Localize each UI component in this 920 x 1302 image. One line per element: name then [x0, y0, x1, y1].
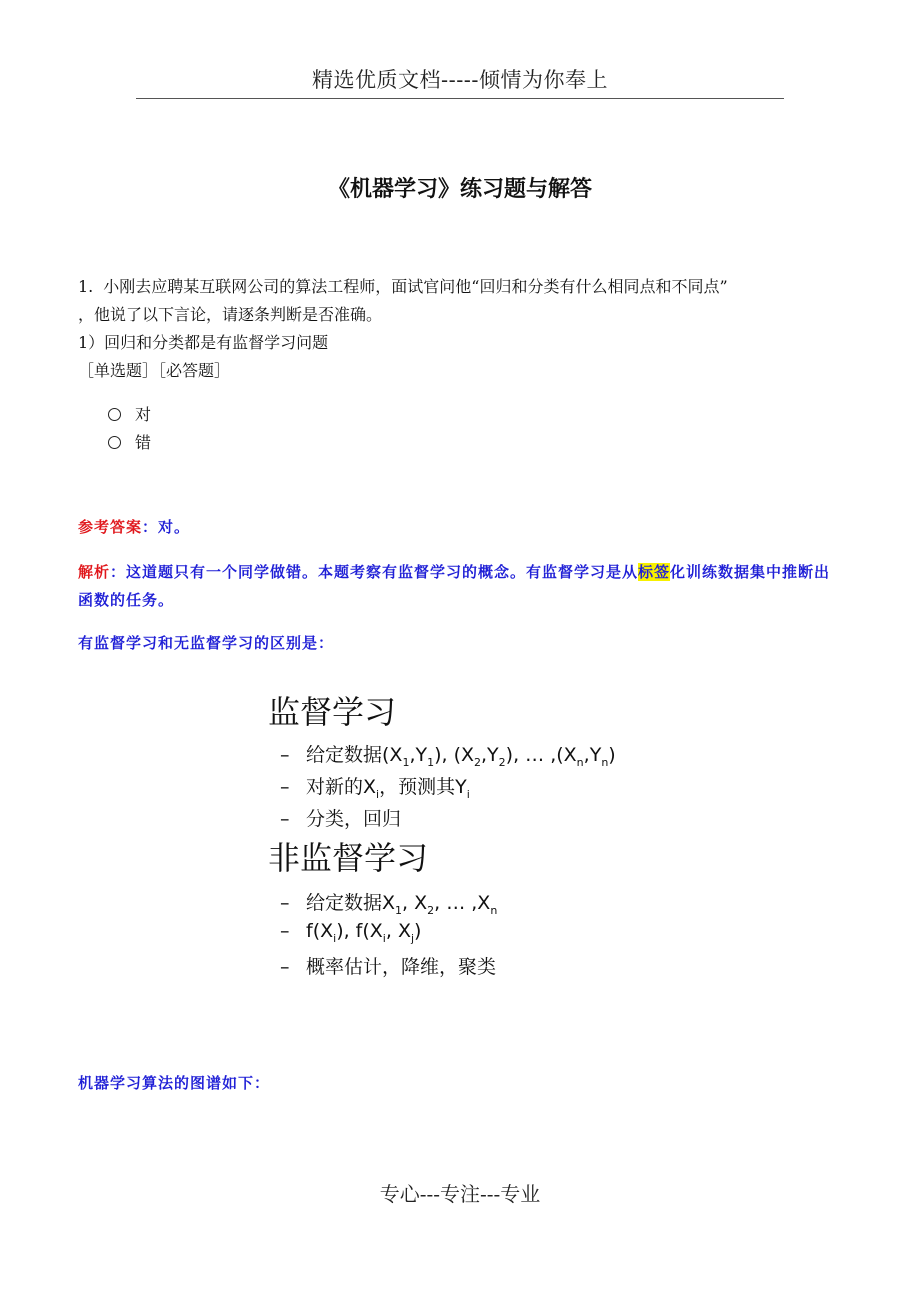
unsupervised-item-data: – 给定数据$X_1$, $X_2$, … $,X_n$ [280, 892, 498, 917]
page-header: 精选优质文档-----倾情为你奉上 [312, 68, 608, 92]
question-sub-item: 1）回归和分类都是有监督学习问题 [78, 333, 329, 352]
question-stem-line2: ，他说了以下言论，请逐条判断是否准确。 [78, 305, 383, 324]
analysis-paragraph [78, 558, 844, 614]
page-footer: 专心---专注---专业 [379, 1182, 541, 1206]
option-label: 错 [135, 433, 152, 452]
unsupervised-item-function: – $f(X_i)$, $f(X_i$, $X_j$) [280, 920, 422, 945]
option-true[interactable] [108, 402, 151, 425]
difference-intro: 有监督学习和无监督学习的区别是： [78, 634, 335, 652]
radio-circle-icon[interactable] [108, 436, 121, 449]
analysis-text-end: 化训练数据集中推断出函数的任务。 [78, 563, 831, 609]
option-label: 对 [135, 405, 152, 424]
analysis-text: ：这道题只有一个同学做错。本题考察有监督学习的概念。有监督学习是从 [110, 563, 639, 581]
unsupervised-heading: 非监督学习 [268, 839, 429, 877]
question-stem-line1 [78, 274, 848, 300]
algorithm-map-intro: 机器学习算法的图谱如下： [78, 1074, 271, 1092]
radio-circle-icon[interactable] [108, 408, 121, 421]
question-tags: ［单选题］［必答题］ [78, 361, 231, 380]
supervised-item-data: – 给定数据$(X_1,Y_1)$, $(X_2,Y_2)$, … $,(X_n,Y_n)$ [280, 744, 616, 769]
unsupervised-item-estimation: – 概率估计，降维，聚类 [280, 956, 497, 978]
reference-answer [78, 516, 190, 537]
supervised-heading: 监督学习 [268, 693, 397, 731]
option-false[interactable] [108, 430, 151, 453]
question-stem-text: 小刚去应聘某互联网公司的算法工程师，面试官问他“回归和分类有什么相同点和不同点” [103, 277, 728, 296]
supervised-item-tasks: – 分类，回归 [280, 808, 402, 830]
analysis-label: 解析 [78, 563, 111, 581]
answer-label: 参考答案 [78, 518, 143, 536]
question-number: 1. [78, 277, 94, 296]
supervised-item-predict: – 对新的$X_i$，预测其$Y_i$ [280, 776, 470, 801]
answer-value: ：对。 [142, 518, 191, 536]
document-title: 《机器学习》练习题与解答 [327, 176, 592, 202]
learning-comparison-slide [268, 686, 688, 986]
header-divider [136, 98, 784, 99]
highlighted-term: 标签 [638, 563, 671, 581]
